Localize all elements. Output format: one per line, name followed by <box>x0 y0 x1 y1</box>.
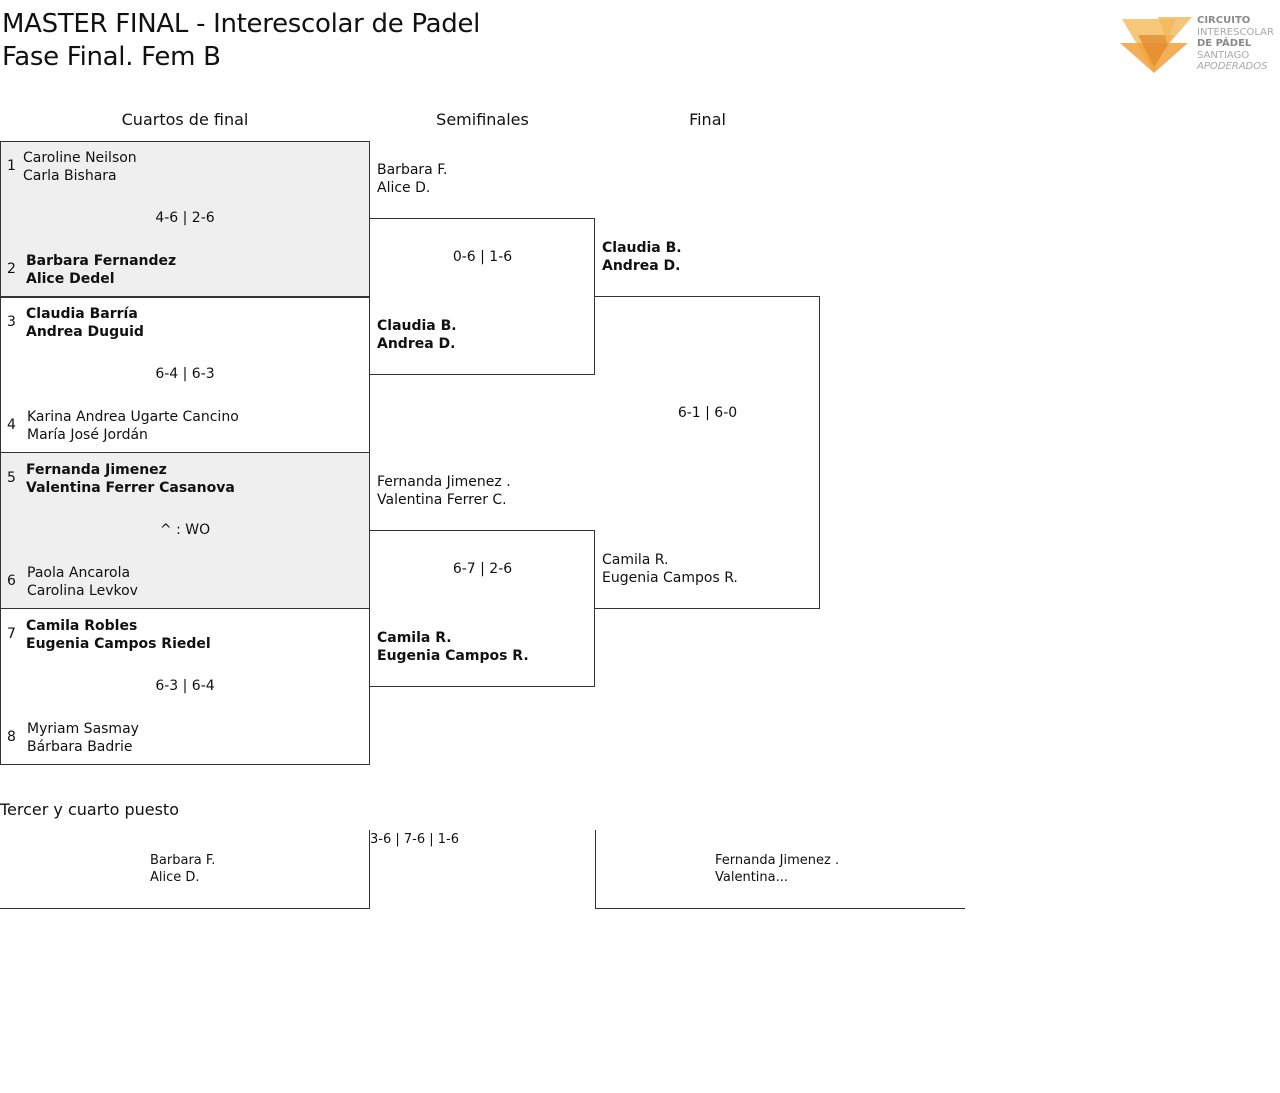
team-sf1-top <box>377 161 447 197</box>
team-qf2-top <box>26 305 144 341</box>
seed-number: 1 <box>7 158 16 174</box>
seed-number: 8 <box>7 729 16 745</box>
player-name: Valentina... <box>715 870 789 885</box>
player-name: Claudia B. <box>377 318 457 334</box>
title-line-1: MASTER FINAL - Interescolar de Padel <box>2 9 481 39</box>
team-final-top <box>602 239 682 275</box>
logo-line: CIRCUITO <box>1197 15 1251 26</box>
round-header-quarters: Cuartos de final <box>121 110 249 129</box>
player-name: Camila Robles <box>26 618 138 634</box>
player-name: Bárbara Badrie <box>27 739 133 755</box>
team-sf1-bottom <box>377 317 457 353</box>
divider <box>0 296 370 297</box>
team-final-bottom <box>602 551 738 587</box>
logo-line: APODERADOS <box>1197 61 1268 72</box>
team-qf1-bottom <box>26 252 176 288</box>
logo-text <box>1197 15 1274 73</box>
team-qf2-bottom <box>27 408 239 444</box>
player-name: Andrea D. <box>602 258 681 274</box>
divider <box>595 908 965 909</box>
match-score: 0-6 | 1-6 <box>452 249 513 265</box>
player-name: Fernanda Jimenez <box>26 462 167 478</box>
player-name: Alice Dedel <box>26 271 115 287</box>
team-qf4-top <box>26 617 211 653</box>
third-place-team-right <box>715 852 839 886</box>
player-name: Valentina Ferrer Casanova <box>26 480 235 496</box>
player-name: Caroline Neilson <box>23 150 137 166</box>
player-name: María José Jordán <box>27 427 148 443</box>
match-score: 6-7 | 2-6 <box>452 561 513 577</box>
player-name: Fernanda Jimenez . <box>377 474 511 490</box>
title-line-2: Fase Final. Fem B <box>2 42 221 72</box>
seed-number: 4 <box>7 417 16 433</box>
divider <box>0 608 370 609</box>
player-name: Andrea D. <box>377 336 456 352</box>
third-place-score: 3-6 | 7-6 | 1-6 <box>370 832 459 847</box>
logo-line: DE PÁDEL <box>1197 38 1252 49</box>
seed-number: 7 <box>7 626 16 642</box>
player-name: Barbara F. <box>150 853 216 868</box>
seed-number: 2 <box>7 261 16 277</box>
player-name: Claudia Barría <box>26 306 138 322</box>
triangle-logo-icon <box>1118 15 1194 75</box>
player-name: Eugenia Campos R. <box>377 648 529 664</box>
player-name: Fernanda Jimenez . <box>715 853 840 868</box>
divider <box>595 830 596 908</box>
team-qf1-top <box>23 149 137 185</box>
player-name: Eugenia Campos R. <box>602 570 738 586</box>
match-score: ^ : WO <box>159 522 211 538</box>
team-sf2-top <box>377 473 511 509</box>
player-name: Valentina Ferrer C. <box>377 492 507 508</box>
divider <box>0 452 370 453</box>
match-score: 6-4 | 6-3 <box>155 366 215 382</box>
seed-number: 5 <box>7 470 16 486</box>
player-name: Eugenia Campos Riedel <box>26 636 211 652</box>
divider <box>369 830 370 908</box>
team-sf2-bottom <box>377 629 529 665</box>
player-name: Barbara Fernandez <box>26 253 177 269</box>
player-name: Andrea Duguid <box>26 324 144 340</box>
divider <box>0 908 370 909</box>
player-name: Carla Bishara <box>23 168 117 184</box>
player-name: Claudia B. <box>602 240 682 256</box>
team-qf3-bottom <box>27 564 138 600</box>
player-name: Alice D. <box>377 180 431 196</box>
seed-number: 6 <box>7 573 16 589</box>
player-name: Alice D. <box>150 870 200 885</box>
round-header-semis: Semifinales <box>436 110 529 129</box>
third-place-heading: Tercer y cuarto puesto <box>0 800 179 819</box>
player-name: Carolina Levkov <box>27 583 138 599</box>
player-name: Camila R. <box>602 552 669 568</box>
logo-line: SANTIAGO <box>1197 49 1250 61</box>
page-title <box>2 8 480 74</box>
round-header-final: Final <box>689 110 726 129</box>
team-qf4-bottom <box>27 720 139 756</box>
player-name: Paola Ancarola <box>27 565 131 581</box>
player-name: Karina Andrea Ugarte Cancino <box>27 409 239 425</box>
match-score: 4-6 | 2-6 <box>155 210 215 226</box>
player-name: Camila R. <box>377 630 452 646</box>
third-place-team-left <box>150 852 215 886</box>
match-score: 6-3 | 6-4 <box>155 678 215 694</box>
player-name: Barbara F. <box>377 162 448 178</box>
match-score: 6-1 | 6-0 <box>677 405 738 421</box>
player-name: Myriam Sasmay <box>27 721 139 737</box>
seed-number: 3 <box>7 314 16 330</box>
team-qf3-top <box>26 461 235 497</box>
logo-line: INTERESCOLAR <box>1197 26 1274 38</box>
